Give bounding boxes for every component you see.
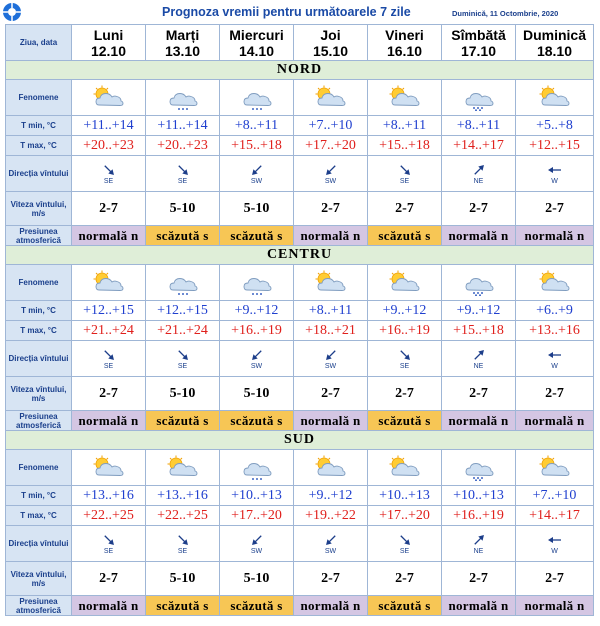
pressure-row	[6, 411, 594, 431]
day-date: 14.10	[238, 42, 275, 59]
day-date: 12.10	[90, 42, 127, 59]
sun-behind-cloud-icon	[164, 455, 202, 481]
wind-speed-value: 2-7	[294, 192, 368, 226]
tmax-value: +17..+20	[220, 506, 294, 526]
row-label-phenomena: Fenomene	[6, 450, 72, 486]
day-name: Miercuri	[229, 26, 284, 43]
weather-cell	[220, 80, 294, 116]
tmax-value: +14..+17	[442, 136, 516, 156]
wind-direction-label: SE	[399, 362, 410, 370]
phenomena-row	[6, 450, 594, 486]
header-bar	[0, 0, 600, 24]
wind-speed-value: 5-10	[146, 192, 220, 226]
corner-label: Ziua, data	[6, 25, 72, 61]
tmin-value: +11..+14	[72, 116, 146, 136]
row-label-pressure: Presiunea atmosferică	[6, 411, 72, 431]
region-name: CENTRU	[6, 246, 594, 265]
wind-direction-cell	[368, 526, 442, 562]
tmin-row	[6, 486, 594, 506]
pressure-value: scăzută s	[220, 226, 294, 246]
tmax-value: +18..+21	[294, 321, 368, 341]
day-date: 18.10	[536, 42, 573, 59]
wind-direction-icon	[175, 532, 191, 548]
tmin-value: +8..+11	[368, 116, 442, 136]
day-name: Vineri	[385, 26, 424, 43]
sun-behind-cloud-icon	[312, 85, 350, 111]
pressure-value: scăzută s	[146, 226, 220, 246]
tmax-value: +12..+15	[516, 136, 594, 156]
wind-direction-icon	[323, 162, 339, 178]
row-label-pressure: Presiunea atmosferică	[6, 596, 72, 616]
row-label-wind-speed: Viteza vîntului, m/s	[6, 562, 72, 596]
phenomena-row	[6, 80, 594, 116]
wind-direction-icon	[249, 162, 265, 178]
pressure-value: scăzută s	[146, 596, 220, 616]
day-name: Luni	[93, 26, 124, 43]
tmax-row	[6, 136, 594, 156]
tmax-value: +16..+19	[442, 506, 516, 526]
row-label-tmin: T min, °C	[6, 486, 72, 506]
wind-direction-cell	[220, 526, 294, 562]
tmin-row	[6, 116, 594, 136]
pressure-value: normală n	[294, 596, 368, 616]
wind-direction-label: NE	[473, 177, 484, 185]
wind-direction-icon	[397, 162, 413, 178]
wind-speed-value: 2-7	[516, 377, 594, 411]
pressure-value: normală n	[294, 226, 368, 246]
phenomena-row	[6, 265, 594, 301]
wind-direction-cell	[220, 156, 294, 192]
sun-behind-cloud-icon	[90, 270, 128, 296]
tmin-value: +12..+15	[146, 301, 220, 321]
sun-behind-cloud-icon	[536, 270, 574, 296]
wind-speed-value: 2-7	[516, 192, 594, 226]
pressure-value: normală n	[294, 411, 368, 431]
wind-direction-cell	[294, 156, 368, 192]
tmax-value: +19..+22	[294, 506, 368, 526]
weather-cell	[368, 450, 442, 486]
wind-direction-label: SE	[177, 362, 188, 370]
wind-direction-label: SE	[103, 362, 114, 370]
wind-direction-cell	[516, 341, 594, 377]
tmax-row	[6, 506, 594, 526]
wind-direction-icon	[471, 532, 487, 548]
wind-direction-cell	[146, 156, 220, 192]
day-header	[294, 25, 368, 61]
pressure-row	[6, 596, 594, 616]
day-date: 16.10	[386, 42, 423, 59]
tmax-value: +17..+20	[368, 506, 442, 526]
weather-cell	[220, 450, 294, 486]
region-band	[6, 246, 594, 265]
tmax-value: +13..+16	[516, 321, 594, 341]
tmin-value: +10..+13	[442, 486, 516, 506]
pressure-value: normală n	[442, 226, 516, 246]
wind-direction-icon	[249, 532, 265, 548]
wind-direction-label: SW	[324, 547, 337, 555]
day-date: 15.10	[312, 42, 349, 59]
weather-cell	[294, 450, 368, 486]
wind-speed-row	[6, 192, 594, 226]
weather-cell	[146, 265, 220, 301]
wind-direction-icon	[249, 347, 265, 363]
row-label-phenomena: Fenomene	[6, 265, 72, 301]
row-label-wind-dir: Direcția vîntului	[6, 526, 72, 562]
weather-cell	[368, 265, 442, 301]
wind-direction-label: SE	[399, 177, 410, 185]
day-name: Joi	[320, 26, 341, 43]
sun-behind-cloud-icon	[536, 455, 574, 481]
day-name: Marți	[165, 26, 200, 43]
pressure-value: scăzută s	[368, 411, 442, 431]
wind-direction-label: SW	[250, 547, 263, 555]
tmax-value: +14..+17	[516, 506, 594, 526]
pressure-value: scăzută s	[368, 226, 442, 246]
meteo-logo-icon	[2, 2, 22, 22]
wind-direction-label: NE	[473, 547, 484, 555]
tmin-value: +7..+10	[294, 116, 368, 136]
wind-direction-icon	[101, 162, 117, 178]
sun-behind-cloud-icon	[386, 85, 424, 111]
wind-speed-value: 2-7	[294, 377, 368, 411]
wind-direction-cell	[72, 156, 146, 192]
tmin-value: +9..+12	[442, 301, 516, 321]
tmax-value: +16..+19	[220, 321, 294, 341]
pressure-value: normală n	[516, 596, 594, 616]
wind-speed-value: 2-7	[368, 192, 442, 226]
cloud-rain-icon	[460, 270, 498, 296]
pressure-value: scăzută s	[220, 596, 294, 616]
row-label-wind-speed: Viteza vîntului, m/s	[6, 377, 72, 411]
weather-cell	[442, 80, 516, 116]
sun-behind-cloud-icon	[312, 455, 350, 481]
weather-cell	[516, 450, 594, 486]
wind-direction-icon	[397, 347, 413, 363]
wind-speed-row	[6, 562, 594, 596]
row-label-tmax: T max, °C	[6, 506, 72, 526]
tmax-value: +21..+24	[72, 321, 146, 341]
tmin-value: +8..+11	[442, 116, 516, 136]
wind-direction-icon	[547, 532, 563, 548]
wind-direction-icon	[175, 162, 191, 178]
wind-direction-icon	[101, 347, 117, 363]
pressure-value: normală n	[72, 411, 146, 431]
wind-direction-cell	[368, 156, 442, 192]
pressure-value: normală n	[516, 226, 594, 246]
row-label-tmax: T max, °C	[6, 321, 72, 341]
day-header	[368, 25, 442, 61]
wind-direction-icon	[175, 347, 191, 363]
wind-direction-icon	[547, 162, 563, 178]
wind-speed-value: 2-7	[442, 192, 516, 226]
tmin-value: +6..+9	[516, 301, 594, 321]
wind-speed-value: 2-7	[368, 377, 442, 411]
wind-speed-value: 5-10	[220, 377, 294, 411]
day-header	[146, 25, 220, 61]
wind-direction-label: SW	[324, 362, 337, 370]
weather-cell	[516, 265, 594, 301]
tmin-row	[6, 301, 594, 321]
tmin-value: +8..+11	[220, 116, 294, 136]
wind-direction-icon	[471, 347, 487, 363]
tmin-value: +13..+16	[146, 486, 220, 506]
wind-direction-label: SW	[250, 362, 263, 370]
sun-behind-cloud-icon	[536, 85, 574, 111]
tmax-value: +17..+20	[294, 136, 368, 156]
weather-cell	[442, 450, 516, 486]
forecast-date: Duminică, 11 Octombrie, 2020	[452, 9, 559, 18]
tmin-value: +8..+11	[294, 301, 368, 321]
wind-direction-cell	[368, 341, 442, 377]
pressure-value: scăzută s	[146, 411, 220, 431]
wind-direction-row	[6, 156, 594, 192]
wind-direction-cell	[516, 526, 594, 562]
wind-direction-cell	[442, 156, 516, 192]
wind-direction-label: SE	[103, 547, 114, 555]
region-band	[6, 61, 594, 80]
wind-direction-icon	[101, 532, 117, 548]
wind-direction-label: SE	[177, 547, 188, 555]
row-label-pressure: Presiunea atmosferică	[6, 226, 72, 246]
wind-speed-value: 5-10	[220, 562, 294, 596]
tmax-value: +22..+25	[146, 506, 220, 526]
day-date: 13.10	[164, 42, 201, 59]
pressure-value: scăzută s	[220, 411, 294, 431]
wind-direction-cell	[146, 341, 220, 377]
wind-direction-label: SW	[250, 177, 263, 185]
sun-behind-cloud-icon	[90, 455, 128, 481]
row-label-phenomena: Fenomene	[6, 80, 72, 116]
tmin-value: +5..+8	[516, 116, 594, 136]
tmin-value: +12..+15	[72, 301, 146, 321]
row-label-wind-speed: Viteza vîntului, m/s	[6, 192, 72, 226]
pressure-value: normală n	[442, 411, 516, 431]
tmin-value: +13..+16	[72, 486, 146, 506]
sun-behind-cloud-icon	[386, 455, 424, 481]
wind-speed-value: 5-10	[146, 562, 220, 596]
wind-direction-row	[6, 341, 594, 377]
wind-direction-icon	[397, 532, 413, 548]
day-header	[516, 25, 594, 61]
weather-cell	[146, 80, 220, 116]
forecast-table	[5, 24, 594, 616]
wind-direction-cell	[442, 526, 516, 562]
tmin-value: +9..+12	[220, 301, 294, 321]
wind-direction-label: SE	[103, 177, 114, 185]
tmax-value: +15..+18	[442, 321, 516, 341]
sun-behind-cloud-icon	[386, 270, 424, 296]
page-title: Prognoza vremii pentru următoarele 7 zile	[162, 5, 411, 19]
row-label-wind-dir: Direcția vîntului	[6, 156, 72, 192]
tmin-value: +7..+10	[516, 486, 594, 506]
wind-direction-label: W	[551, 547, 558, 555]
sun-behind-cloud-icon	[312, 270, 350, 296]
tmin-value: +11..+14	[146, 116, 220, 136]
day-name: Duminică	[522, 26, 586, 43]
wind-speed-value: 2-7	[72, 562, 146, 596]
wind-direction-cell	[72, 526, 146, 562]
tmax-value: +15..+18	[368, 136, 442, 156]
tmax-value: +22..+25	[72, 506, 146, 526]
region-band	[6, 431, 594, 450]
weather-cell	[72, 450, 146, 486]
wind-direction-icon	[547, 347, 563, 363]
tmax-value: +20..+23	[146, 136, 220, 156]
wind-direction-label: NE	[473, 362, 484, 370]
wind-speed-value: 5-10	[220, 192, 294, 226]
pressure-value: normală n	[72, 226, 146, 246]
pressure-value: normală n	[516, 411, 594, 431]
weather-cell	[146, 450, 220, 486]
tmin-value: +10..+13	[220, 486, 294, 506]
wind-speed-value: 2-7	[294, 562, 368, 596]
wind-direction-icon	[323, 347, 339, 363]
day-date: 17.10	[460, 42, 497, 59]
weather-cell	[294, 265, 368, 301]
row-label-tmin: T min, °C	[6, 301, 72, 321]
tmax-value: +21..+24	[146, 321, 220, 341]
wind-direction-icon	[323, 532, 339, 548]
wind-direction-row	[6, 526, 594, 562]
tmin-value: +9..+12	[294, 486, 368, 506]
tmin-value: +9..+12	[368, 301, 442, 321]
row-label-tmax: T max, °C	[6, 136, 72, 156]
cloud-light-rain-icon	[238, 85, 276, 111]
wind-direction-icon	[471, 162, 487, 178]
day-header-row	[6, 25, 594, 61]
weather-cell	[516, 80, 594, 116]
wind-speed-value: 2-7	[442, 562, 516, 596]
pressure-value: scăzută s	[368, 596, 442, 616]
row-label-tmin: T min, °C	[6, 116, 72, 136]
day-header	[442, 25, 516, 61]
weather-cell	[442, 265, 516, 301]
wind-direction-cell	[516, 156, 594, 192]
weather-cell	[72, 80, 146, 116]
wind-speed-row	[6, 377, 594, 411]
pressure-value: normală n	[72, 596, 146, 616]
wind-direction-cell	[294, 526, 368, 562]
wind-direction-cell	[442, 341, 516, 377]
day-header	[220, 25, 294, 61]
weather-cell	[220, 265, 294, 301]
pressure-value: normală n	[442, 596, 516, 616]
wind-speed-value: 5-10	[146, 377, 220, 411]
wind-speed-value: 2-7	[516, 562, 594, 596]
tmax-row	[6, 321, 594, 341]
tmax-value: +16..+19	[368, 321, 442, 341]
cloud-rain-icon	[460, 85, 498, 111]
region-name: NORD	[6, 61, 594, 80]
wind-direction-cell	[146, 526, 220, 562]
weather-cell	[72, 265, 146, 301]
day-header	[72, 25, 146, 61]
wind-direction-label: W	[551, 177, 558, 185]
weather-cell	[368, 80, 442, 116]
wind-speed-value: 2-7	[72, 192, 146, 226]
wind-direction-label: SW	[324, 177, 337, 185]
sun-behind-cloud-icon	[90, 85, 128, 111]
wind-direction-label: SE	[399, 547, 410, 555]
tmin-value: +10..+13	[368, 486, 442, 506]
weather-cell	[294, 80, 368, 116]
wind-direction-cell	[72, 341, 146, 377]
tmax-value: +20..+23	[72, 136, 146, 156]
wind-direction-cell	[294, 341, 368, 377]
cloud-rain-icon	[460, 455, 498, 481]
wind-speed-value: 2-7	[72, 377, 146, 411]
row-label-wind-dir: Direcția vîntului	[6, 341, 72, 377]
day-name: Sîmbătă	[451, 26, 506, 43]
wind-speed-value: 2-7	[442, 377, 516, 411]
wind-direction-label: W	[551, 362, 558, 370]
cloud-light-rain-icon	[238, 270, 276, 296]
wind-direction-cell	[220, 341, 294, 377]
cloud-light-rain-icon	[164, 270, 202, 296]
tmax-value: +15..+18	[220, 136, 294, 156]
cloud-light-rain-icon	[238, 455, 276, 481]
pressure-row	[6, 226, 594, 246]
region-name: SUD	[6, 431, 594, 450]
wind-speed-value: 2-7	[368, 562, 442, 596]
wind-direction-label: SE	[177, 177, 188, 185]
cloud-light-rain-icon	[164, 85, 202, 111]
